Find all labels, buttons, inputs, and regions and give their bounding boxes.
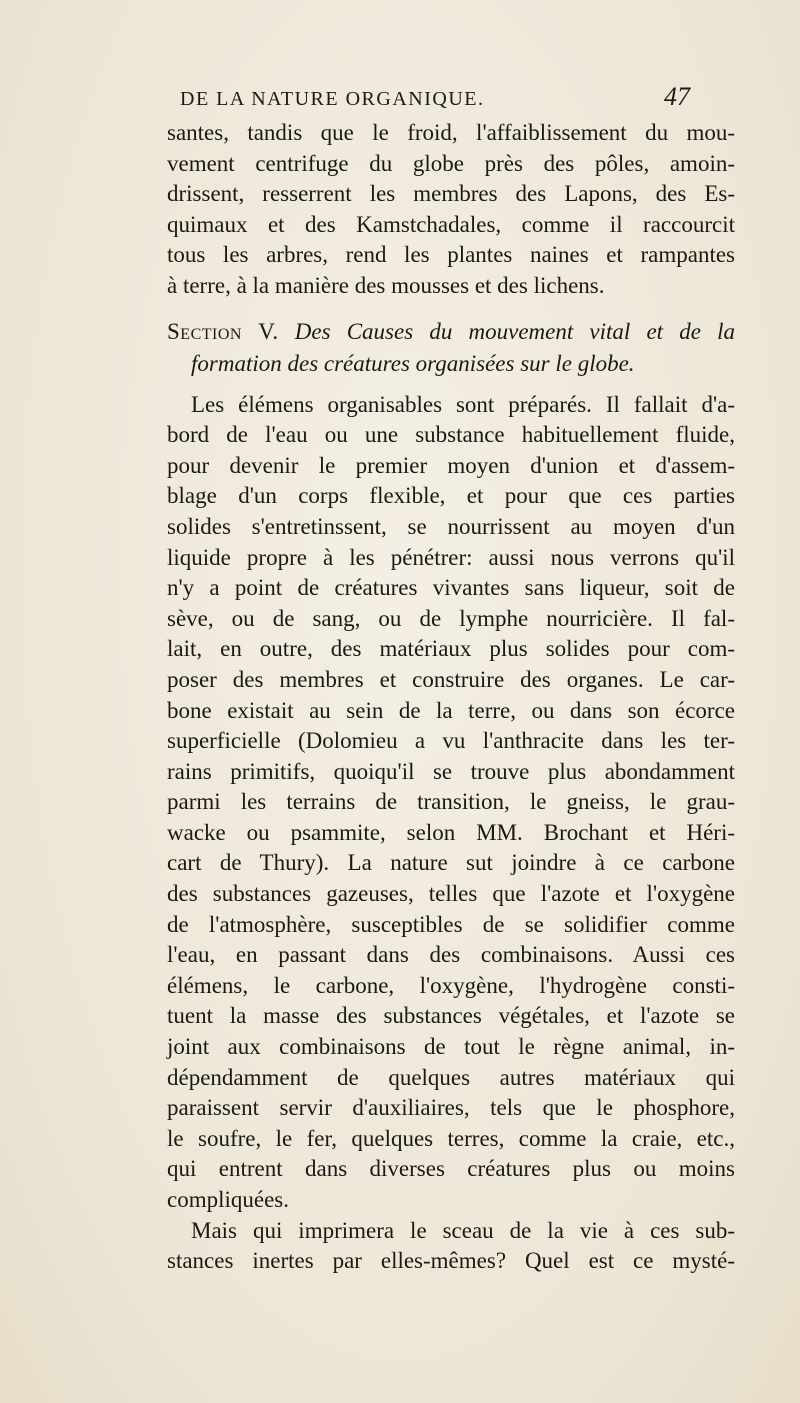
text-line: élémens, le carbone, l'oxygène, l'hydrogène consti- bbox=[167, 972, 735, 998]
text-line: vement centrifuge du globe près des pôles, amoin- bbox=[167, 150, 735, 176]
section-label: Section V. bbox=[167, 318, 279, 344]
text-line: paraissent servir d'auxiliaires, tels que le phosphore, bbox=[167, 1095, 735, 1121]
text-line: solides s'entretinssent, se nourrissent au moyen d'un bbox=[167, 513, 735, 539]
text-line: dépendamment de quelques autres matériaux qui bbox=[167, 1064, 735, 1090]
text-line: poser des membres et construire des organes. Le car- bbox=[167, 666, 735, 692]
text-line: bone existait au sein de la terre, ou dans son écorce bbox=[167, 697, 735, 723]
text-line: bord de l'eau ou une substance habituellement fluide, bbox=[167, 422, 735, 448]
text-line: Les élémens organisables sont préparés. Il fallait d'a- bbox=[191, 391, 735, 417]
text-line: n'y a point de créatures vivantes sans liqueur, soit de bbox=[167, 575, 735, 601]
text-line: à terre, à la manière des mousses et des lichens. bbox=[167, 272, 605, 298]
text-line: rains primitifs, quoiqu'il se trouve plus abondamment bbox=[167, 758, 735, 784]
text-line: stances inertes par elles-mêmes? Quel est ce mysté- bbox=[167, 1248, 735, 1274]
paragraph-3 bbox=[167, 1216, 735, 1277]
text-line: superficielle (Dolomieu a vu l'anthracite dans les ter- bbox=[167, 728, 735, 754]
text-line: Mais qui imprimera le sceau de la vie à ces sub- bbox=[191, 1217, 735, 1243]
section-heading-line-1 bbox=[167, 316, 735, 348]
text-line: wacke ou psammite, selon MM. Brochant et Héri- bbox=[167, 819, 735, 845]
text-line: tuent la masse des substances végétales, et l'azote se bbox=[167, 1003, 735, 1029]
text-line: joint aux combinaisons de tout le règne animal, in- bbox=[167, 1034, 735, 1060]
text-line: le soufre, le fer, quelques terres, comme la craie, etc., bbox=[167, 1125, 735, 1151]
text-line: tous les arbres, rend les plantes naines et rampantes bbox=[167, 242, 735, 268]
text-line: compliquées. bbox=[167, 1187, 289, 1212]
paragraph-1 bbox=[167, 118, 735, 302]
text-line: liquide propre à les pénétrer: aussi nous verrons qu'il bbox=[167, 544, 735, 570]
text-line: quimaux et des Kamstchadales, comme il raccourcit bbox=[167, 211, 735, 237]
section-title-part-1: Des Causes du mouvement vital et de la bbox=[294, 318, 736, 344]
running-head: DE LA NATURE ORGANIQUE. bbox=[180, 88, 485, 110]
text-line: pour devenir le premier moyen d'union et d'assem- bbox=[167, 452, 735, 478]
section-heading bbox=[167, 316, 735, 380]
text-line: drissent, resserrent les membres des Lapons, des Es- bbox=[167, 181, 735, 207]
page-header bbox=[150, 82, 710, 114]
text-line: santes, tandis que le froid, l'affaiblissement du mou- bbox=[167, 120, 735, 145]
body-text bbox=[167, 118, 735, 1277]
text-line: cart de Thury). La nature sut joindre à ce carbone bbox=[167, 850, 735, 876]
text-line: blage d'un corps flexible, et pour que ces parties bbox=[167, 483, 735, 509]
text-line: sève, ou de sang, ou de lymphe nourricière. Il fal- bbox=[167, 605, 735, 631]
text-line: de l'atmosphère, susceptibles de se solidifier comme bbox=[167, 911, 735, 937]
text-line: des substances gazeuses, telles que l'azote et l'oxygène bbox=[167, 881, 735, 907]
page-number: 47 bbox=[664, 82, 690, 111]
text-line: parmi les terrains de transition, le gneiss, le grau- bbox=[167, 789, 735, 815]
paragraph-2 bbox=[167, 390, 735, 1216]
text-line: lait, en outre, des matériaux plus solides pour com- bbox=[167, 636, 735, 662]
text-line: qui entrent dans diverses créatures plus ou moins bbox=[167, 1156, 735, 1182]
section-title-part-2: formation des créatures organisées sur le globe. bbox=[191, 350, 635, 376]
text-line: l'eau, en passant dans des combinaisons. Aussi ces bbox=[167, 942, 735, 968]
